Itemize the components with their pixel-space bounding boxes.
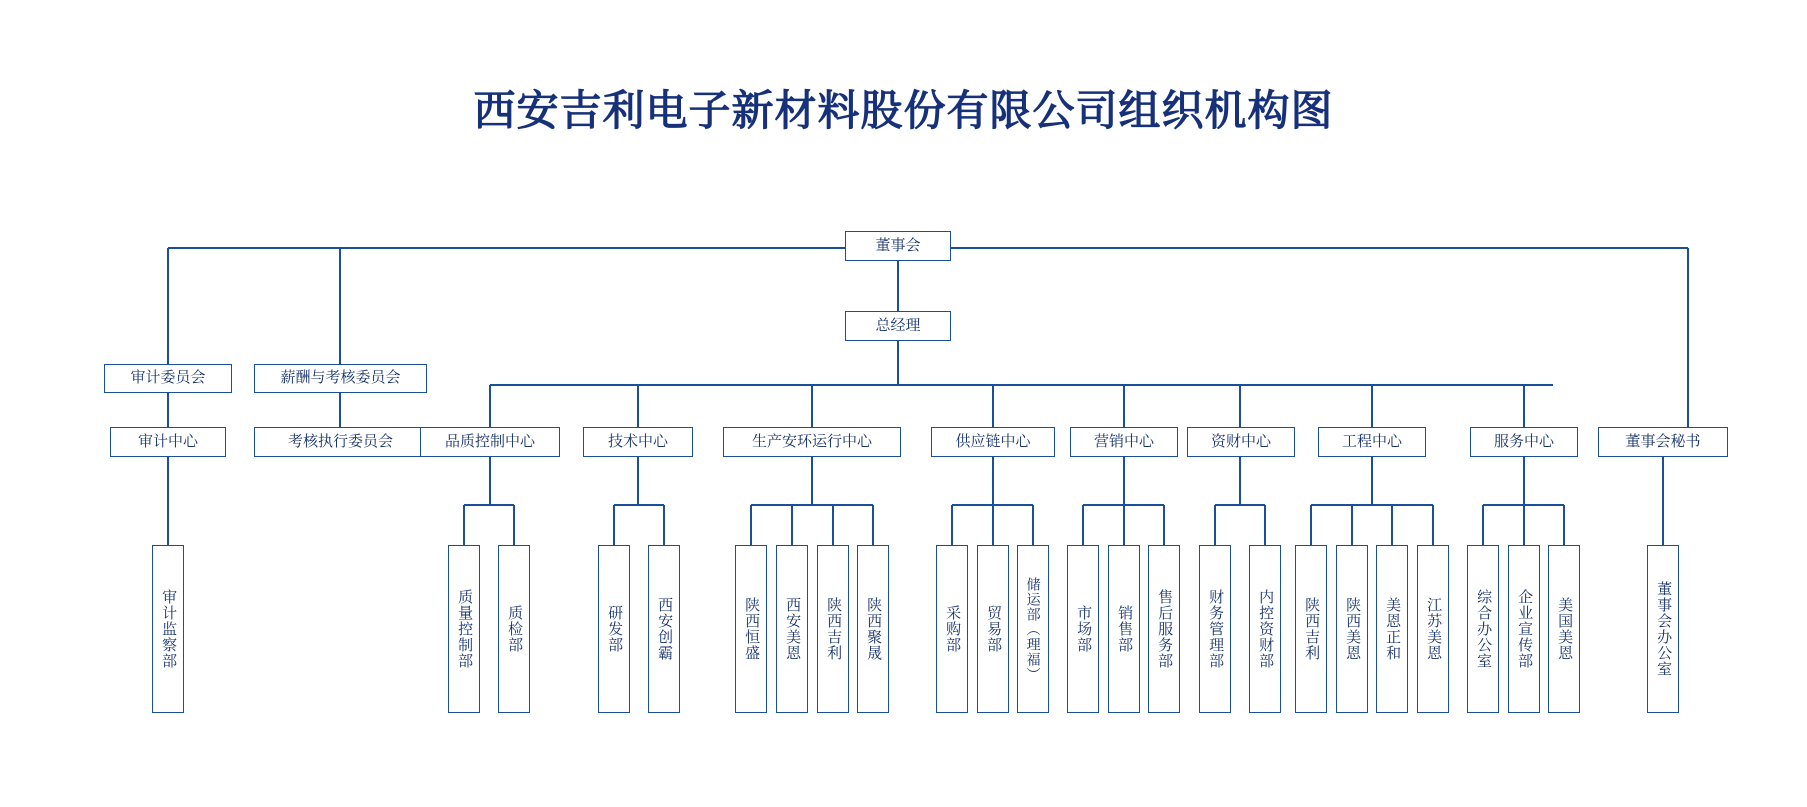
node-sales-dept-label: 销售部: [1116, 605, 1134, 653]
node-shaanxi-meien-label: 陕西美恩: [1344, 597, 1362, 661]
node-engineering-center[interactable]: [1318, 427, 1426, 457]
node-audit-center-label: 审计中心: [137, 432, 198, 450]
node-general-manager-label: 总经理: [875, 316, 921, 334]
node-shaanxi-hengsheng-label: 陕西恒盛: [743, 597, 761, 661]
node-technology-center-label: 技术中心: [607, 432, 668, 450]
node-market-dept[interactable]: [1067, 545, 1099, 713]
node-engineering-center-label: 工程中心: [1341, 432, 1402, 450]
node-shaanxi-jili-engineering-label: 陕西吉利: [1303, 597, 1321, 661]
node-board-secretary-label: 董事会秘书: [1625, 432, 1701, 450]
node-corporate-publicity-dept[interactable]: [1508, 545, 1540, 713]
node-purchasing-dept-label: 采购部: [944, 605, 962, 653]
node-general-manager[interactable]: [845, 311, 951, 341]
node-quality-control-dept[interactable]: [448, 545, 480, 713]
node-storage-transport-dept-label: 储运部（理福）: [1025, 576, 1042, 682]
node-board-label: 董事会: [875, 236, 921, 254]
node-trade-dept-label: 贸易部: [985, 605, 1003, 653]
node-audit-supervision-dept[interactable]: [152, 545, 184, 713]
node-quality-control-dept-label: 质量控制部: [456, 589, 474, 669]
node-audit-committee-label: 审计委员会: [130, 369, 206, 387]
node-general-office-label: 综合办公室: [1475, 589, 1493, 669]
node-technology-center[interactable]: [583, 427, 693, 457]
node-finance-center[interactable]: [1187, 427, 1295, 457]
node-quality-control-center-label: 品质控制中心: [444, 432, 535, 450]
node-board-office[interactable]: [1647, 545, 1679, 713]
node-compensation-assessment-committee[interactable]: [254, 364, 427, 393]
node-xian-meien[interactable]: [776, 545, 808, 713]
node-market-dept-label: 市场部: [1075, 605, 1093, 653]
node-production-safety-center[interactable]: [723, 427, 901, 457]
node-shaanxi-jili-engineering[interactable]: [1295, 545, 1327, 713]
node-general-office[interactable]: [1467, 545, 1499, 713]
node-assessment-exec-committee-label: 考核执行委员会: [287, 432, 393, 450]
node-service-center[interactable]: [1470, 427, 1578, 457]
node-usa-meien-label: 美国美恩: [1556, 597, 1574, 661]
node-service-center-label: 服务中心: [1493, 432, 1554, 450]
node-audit-supervision-dept-label: 审计监察部: [160, 589, 178, 669]
node-internal-control-dept[interactable]: [1249, 545, 1281, 713]
node-after-sales-dept-label: 售后服务部: [1156, 589, 1174, 669]
node-financial-management-dept[interactable]: [1199, 545, 1231, 713]
node-quality-control-center[interactable]: [420, 427, 560, 457]
node-financial-management-dept-label: 财务管理部: [1207, 589, 1225, 669]
node-meien-zhenghe[interactable]: [1376, 545, 1408, 713]
node-usa-meien[interactable]: [1548, 545, 1580, 713]
node-production-safety-center-label: 生产安环运行中心: [751, 432, 872, 450]
node-after-sales-dept[interactable]: [1148, 545, 1180, 713]
node-board-secretary[interactable]: [1598, 427, 1728, 457]
node-finance-center-label: 资财中心: [1210, 432, 1271, 450]
node-storage-transport-dept[interactable]: [1017, 545, 1049, 713]
node-sales-dept[interactable]: [1108, 545, 1140, 713]
node-shaanxi-hengsheng[interactable]: [735, 545, 767, 713]
node-rd-dept[interactable]: [598, 545, 630, 713]
node-assessment-exec-committee[interactable]: [254, 427, 427, 457]
node-meien-zhenghe-label: 美恩正和: [1384, 597, 1402, 661]
node-board-office-label: 董事会办公室: [1655, 581, 1673, 677]
node-audit-center[interactable]: [110, 427, 226, 457]
node-audit-committee[interactable]: [104, 364, 232, 393]
node-shaanxi-jili-production-label: 陕西吉利: [825, 597, 843, 661]
node-corporate-publicity-dept-label: 企业宣传部: [1516, 589, 1534, 669]
node-board[interactable]: [845, 231, 951, 261]
node-rd-dept-label: 研发部: [606, 605, 624, 653]
node-jiangsu-meien[interactable]: [1417, 545, 1449, 713]
node-xian-meien-label: 西安美恩: [784, 597, 802, 661]
node-quality-inspection-dept-label: 质检部: [506, 605, 524, 653]
node-shaanxi-jusheng-label: 陕西聚晟: [865, 597, 883, 661]
node-marketing-center-label: 营销中心: [1093, 432, 1154, 450]
node-supply-chain-center[interactable]: [931, 427, 1055, 457]
node-quality-inspection-dept[interactable]: [498, 545, 530, 713]
node-shaanxi-jusheng[interactable]: [857, 545, 889, 713]
node-shaanxi-meien[interactable]: [1336, 545, 1368, 713]
page-title: 西安吉利电子新材料股份有限公司组织机构图: [473, 87, 1334, 134]
node-xian-chuangba[interactable]: [648, 545, 680, 713]
node-purchasing-dept[interactable]: [936, 545, 968, 713]
node-xian-chuangba-label: 西安创霸: [656, 597, 674, 661]
node-internal-control-dept-label: 内控资财部: [1257, 589, 1275, 669]
node-shaanxi-jili-production[interactable]: [817, 545, 849, 713]
node-jiangsu-meien-label: 江苏美恩: [1425, 597, 1443, 661]
node-marketing-center[interactable]: [1070, 427, 1178, 457]
node-trade-dept[interactable]: [977, 545, 1009, 713]
node-compensation-assessment-committee-label: 薪酬与考核委员会: [280, 369, 401, 387]
node-supply-chain-center-label: 供应链中心: [955, 432, 1031, 450]
